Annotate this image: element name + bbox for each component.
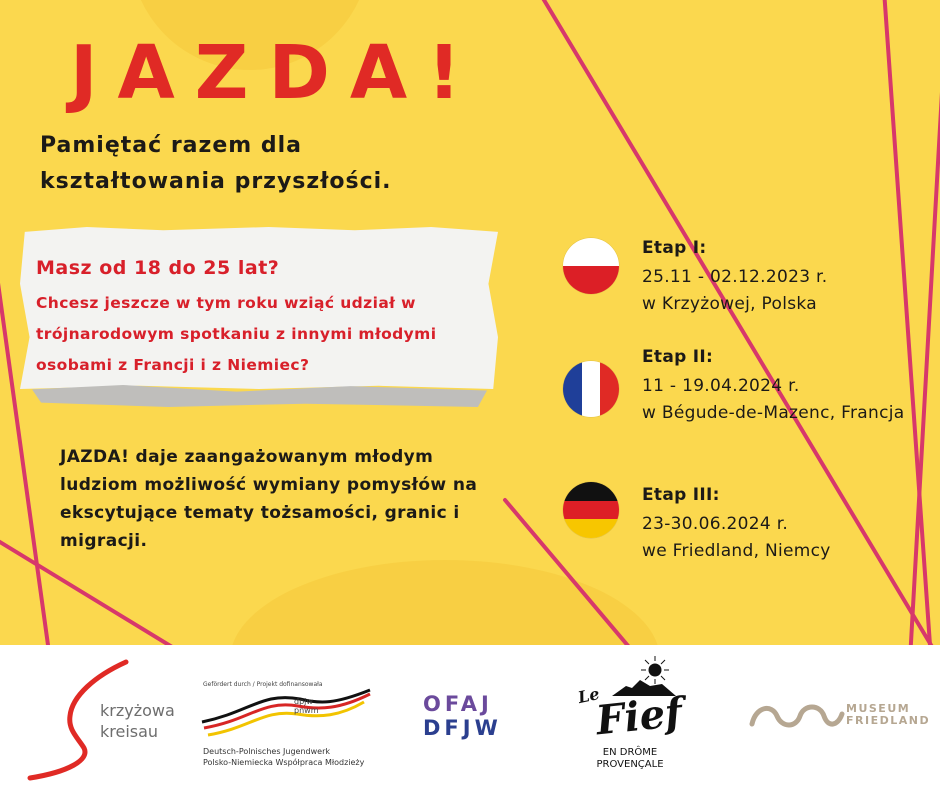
subtitle: Pamiętać razem dla kształtowania przyszłości. <box>40 133 392 194</box>
stage-3-dates: 23-30.06.2024 r. <box>642 514 789 534</box>
dpjw-name-pl: Polsko-Niemiecka Współpraca Młodzieży <box>203 758 365 767</box>
friedland-line: FRIEDLAND <box>846 714 931 727</box>
lefief-le: Le <box>576 683 602 708</box>
main-title: JAZDA! <box>70 30 481 116</box>
dfjw-text: DFJW <box>423 716 502 740</box>
lefief-sub-line1: EN DRÔME <box>602 747 658 758</box>
ofaj-text: OFAJ <box>423 692 493 716</box>
stage-2 <box>560 347 930 467</box>
stage-2-dates: 11 - 19.04.2024 r. <box>642 376 800 396</box>
ofaj-line <box>423 692 502 716</box>
torn-paper-note <box>20 227 498 407</box>
france-flag-icon <box>563 361 619 417</box>
stage-1-dates: 25.11 - 02.12.2023 r. <box>642 267 828 287</box>
stage-1-label: Etap I: <box>642 238 707 258</box>
krzyzowa-line: krzyżowa <box>100 701 175 720</box>
dpjw-abbr-pl: pnwm <box>294 706 319 715</box>
museum-line: MUSEUM <box>846 702 911 715</box>
stage-2-label: Etap II: <box>642 347 714 367</box>
dpjw-full-name <box>203 746 364 768</box>
museum-friedland-wave-icon <box>752 707 842 725</box>
note-body: Chcesz jeszcze w tym roku wziąć udział w trójnarodowym spotkaniu z innymi młodymi osobami z Francji i z Niemiec? <box>36 294 437 374</box>
dpjw-name-de: Deutsch-Polnisches Jugendwerk <box>203 747 330 756</box>
dpjw-funding-note: Gefördert durch / Projekt dofinansowała <box>203 681 323 688</box>
stage-2-text <box>642 373 932 427</box>
program-description: JAZDA! daje zaangażowanym młodym ludziom możliwość wymiany pomysłów na ekscytujące tematy tożsamości, granic i migracji. <box>60 447 478 551</box>
stage-1 <box>560 238 930 358</box>
lefief-sun-icon <box>641 656 669 684</box>
lefief-subtitle <box>575 747 685 771</box>
stage-2-place: w Bégude-de-Mazenc, Francja <box>642 403 905 423</box>
note-question: Masz od 18 do 25 lat? <box>36 257 280 279</box>
stage-3-text <box>642 511 932 565</box>
krzyzowa-logo-text <box>100 700 175 742</box>
stage-3 <box>560 485 930 605</box>
stage-3-label: Etap III: <box>642 485 720 505</box>
lefief-sub-line2: PROVENÇALE <box>596 759 664 770</box>
stage-3-place: we Friedland, Niemcy <box>642 541 831 561</box>
stage-1-text <box>642 264 932 318</box>
dfjw-line <box>423 716 502 740</box>
museum-friedland-logo-text <box>846 703 930 727</box>
stage-1-place: w Krzyżowej, Polska <box>642 294 817 314</box>
kreisau-line: kreisau <box>100 722 159 741</box>
germany-flag-icon <box>563 482 619 538</box>
dpjw-abbreviation <box>294 697 318 715</box>
partner-logos-footer <box>0 645 940 788</box>
dpjw-abbr-de: dpjw <box>294 697 313 706</box>
poland-flag-icon <box>563 238 619 294</box>
ofaj-dfjw-logo <box>423 692 502 740</box>
lefief-word: Fief <box>593 688 685 745</box>
dpjw-wave-yellow <box>208 702 364 735</box>
